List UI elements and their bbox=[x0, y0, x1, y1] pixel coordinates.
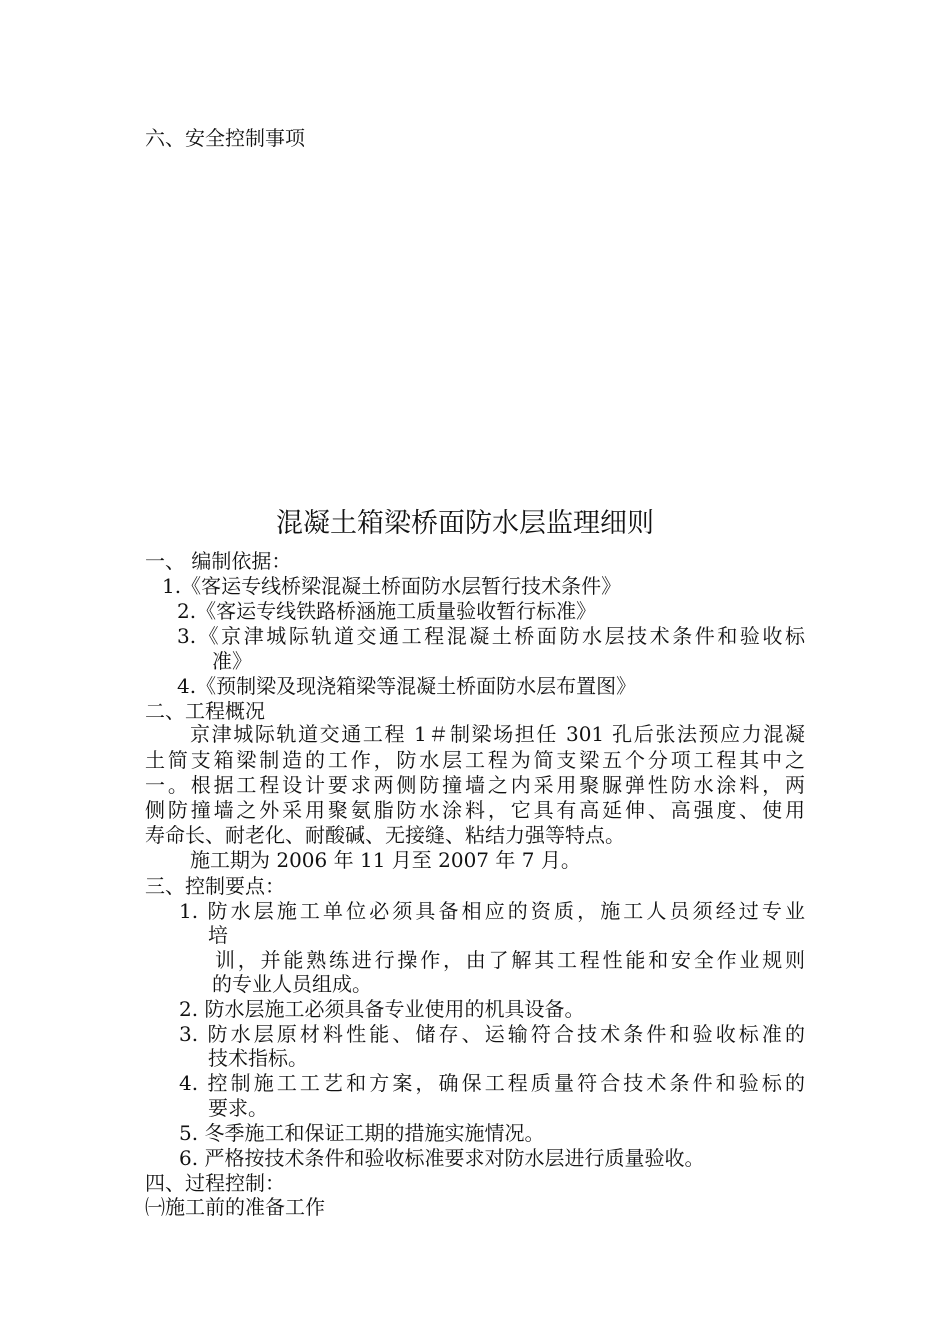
reference-item-2: 2.《客运专线铁路桥涵施工质量验收暂行标准》 bbox=[177, 599, 597, 623]
reference-item-1: 1.《客运专线桥梁混凝土桥面防水层暂行技术条件》 bbox=[162, 574, 622, 598]
overview-line: 京津城际轨道交通工程 1＃制梁场担任 301 孔后张法预应力混凝 bbox=[190, 722, 805, 746]
control-point-1-cont: 训，并能熟练进行操作，由了解其工程性能和安全作业规则 bbox=[215, 948, 805, 972]
overview-line: 寿命长、耐老化、耐酸碱、无接缝、粘结力强等特点。 bbox=[145, 823, 625, 847]
control-point-6: 6. 严格按技术条件和验收标准要求对防水层进行质量验收。 bbox=[179, 1146, 705, 1170]
control-point-2: 2. 防水层施工必须具备专业使用的机具设备。 bbox=[179, 997, 585, 1021]
section-6-heading: 六、安全控制事项 bbox=[145, 126, 305, 150]
section-4-heading: 四、过程控制： bbox=[145, 1171, 285, 1195]
section-3-heading: 三、控制要点： bbox=[145, 874, 285, 898]
control-point-1-cont: 的专业人员组成。 bbox=[212, 972, 372, 996]
control-point-4-cont: 要求。 bbox=[208, 1096, 268, 1120]
control-point-1-cont: 培 bbox=[208, 923, 228, 947]
control-point-3-cont: 技术指标。 bbox=[208, 1046, 308, 1070]
document-title: 混凝土箱梁桥面防水层监理细则 bbox=[276, 508, 654, 539]
reference-item-3-cont: 准》 bbox=[212, 649, 252, 673]
overview-line: 土简支箱梁制造的工作，防水层工程为简支梁五个分项工程其中之 bbox=[145, 748, 805, 772]
section-1-heading: 一、 编制依据： bbox=[145, 549, 292, 573]
reference-item-4: 4.《预制梁及现浇箱梁等混凝土桥面防水层布置图》 bbox=[177, 674, 637, 698]
overview-line: 侧防撞墙之外采用聚氨脂防水涂料，它具有高延伸、高强度、使用 bbox=[145, 798, 805, 822]
reference-item-3: 3.《京津城际轨道交通工程混凝土桥面防水层技术条件和验收标 bbox=[177, 624, 805, 648]
section-4-subheading: ㈠施工前的准备工作 bbox=[145, 1195, 325, 1219]
control-point-3: 3. 防水层原材料性能、储存、运输符合技术条件和验收标准的 bbox=[179, 1022, 805, 1046]
control-point-5: 5. 冬季施工和保证工期的措施实施情况。 bbox=[179, 1121, 545, 1145]
overview-line: 一。根据工程设计要求两侧防撞墙之内采用聚脲弹性防水涂料，两 bbox=[145, 773, 805, 797]
section-2-heading: 二、工程概况 bbox=[145, 699, 265, 723]
control-point-1: 1. 防水层施工单位必须具备相应的资质，施工人员须经过专业 bbox=[179, 899, 805, 923]
construction-period: 施工期为 2006 年 11 月至 2007 年 7 月。 bbox=[190, 848, 581, 872]
control-point-4: 4. 控制施工工艺和方案，确保工程质量符合技术条件和验标的 bbox=[179, 1071, 805, 1095]
